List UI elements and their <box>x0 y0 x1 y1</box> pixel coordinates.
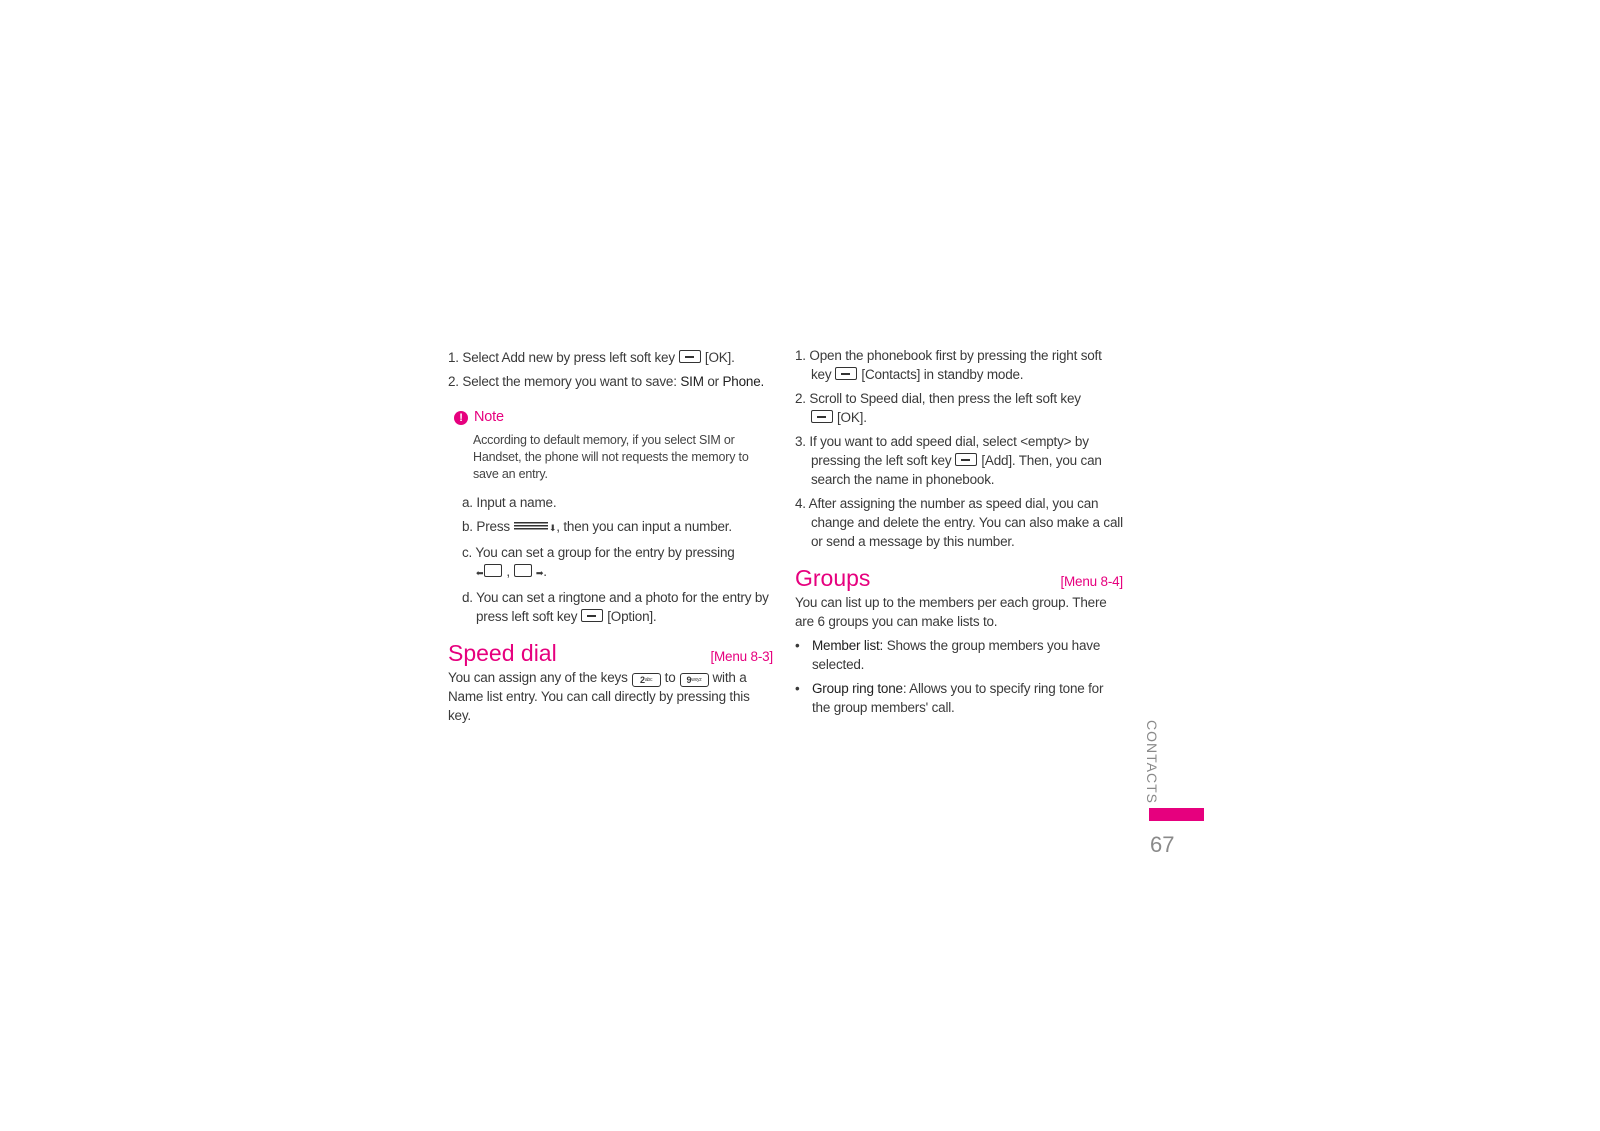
right-arrow-icon: ➡ <box>535 568 544 578</box>
step-number: 1. <box>795 348 806 363</box>
list-item <box>795 679 1123 717</box>
bullet-text: : Allows you to specify ring tone for the group members' call. <box>812 681 1104 715</box>
step-number: 3. <box>795 434 806 449</box>
menu-key-icon <box>514 522 548 531</box>
step-3 <box>795 432 1123 489</box>
step-number: 2. <box>795 391 806 406</box>
step-text-end: [Add]. Then, you can search the name in phonebook. <box>811 453 1102 487</box>
substep-c <box>462 543 773 583</box>
substep-text: You can set a group for the entry by pressing <box>475 545 735 560</box>
left-column <box>448 348 773 725</box>
substep-text: Input a name. <box>476 495 557 510</box>
section-title: Groups <box>795 565 871 591</box>
groups-bullet-list <box>795 636 1123 717</box>
step-number: 2. <box>448 374 459 389</box>
step-1 <box>448 348 773 367</box>
key-letters: wxyz <box>691 677 702 683</box>
section-tab-bar <box>1149 808 1204 821</box>
right-nav-key-icon <box>514 564 532 577</box>
speed-dial-heading <box>448 640 773 666</box>
note-body: According to default memory, if you select SIM or Handset, the phone will not requests the memory to save an entry. <box>473 433 749 481</box>
step-text: Open the phonebook first by pressing the right soft key <box>809 348 1102 382</box>
key-digit: 2 <box>640 675 645 685</box>
body-text-end: with a Name list entry. You can call directly by pressing this key. <box>448 670 750 723</box>
bullet-term: Group ring tone <box>812 681 903 696</box>
substep-text: You can set a ringtone and a photo for the entry by press left soft key <box>476 590 769 624</box>
step-text: If you want to add speed dial, select <empty> by pressing the left soft key <box>809 434 1089 468</box>
substep-separator: , <box>506 564 510 579</box>
substep-label: b. <box>462 519 473 534</box>
substep-text: Press <box>476 519 510 534</box>
right-column <box>795 346 1123 717</box>
substep-label: c. <box>462 545 473 560</box>
groups-heading <box>795 565 1123 591</box>
groups-intro: You can list up to the members per each group. There are 6 groups you can make lists to. <box>795 595 1107 629</box>
step-text-end: [Contacts] in standby mode. <box>861 367 1024 382</box>
key-letters: abc <box>644 677 653 683</box>
left-soft-key-icon <box>955 453 977 466</box>
bullet-icon: • <box>795 681 800 696</box>
bullet-term: Member list: <box>812 638 884 653</box>
left-soft-key-icon <box>811 410 833 423</box>
note-title: Note <box>474 409 504 425</box>
key-2-icon <box>632 673 661 687</box>
warning-icon: ! <box>454 411 468 425</box>
body-text: You can assign any of the keys <box>448 670 628 685</box>
bullet-icon: • <box>795 638 800 653</box>
note-heading <box>448 408 773 427</box>
left-soft-key-icon <box>679 350 701 363</box>
key-digit: 9 <box>686 675 692 685</box>
substep-text-end: , then you can input a number. <box>556 519 732 534</box>
left-nav-key-icon <box>484 564 502 577</box>
step-text: Select the memory you want to save: <box>462 374 677 389</box>
option-phone: Phone. <box>722 374 765 389</box>
body-to: to <box>664 670 676 685</box>
substep-a <box>462 493 773 512</box>
step-2 <box>795 389 1123 427</box>
step-or: or <box>707 374 719 389</box>
step-2 <box>448 372 773 391</box>
speed-dial-body <box>448 668 773 725</box>
option-sim: SIM <box>680 374 704 389</box>
substep-d <box>462 588 773 626</box>
step-number: 1. <box>448 350 459 365</box>
bullet-text: Shows the group members you have selected. <box>812 638 1101 672</box>
menu-reference: [Menu 8-3] <box>710 649 773 664</box>
page-number: 67 <box>1150 832 1175 857</box>
substep-text-end: [Option]. <box>607 609 657 624</box>
step-text: After assigning the number as speed dial, you can change and delete the entry. You can also make a call or send a message by this number. <box>808 496 1123 549</box>
left-soft-key-icon <box>581 609 603 622</box>
section-title: Speed dial <box>448 640 557 666</box>
menu-reference: [Menu 8-4] <box>1060 574 1123 589</box>
step-text-end: [OK]. <box>837 410 867 425</box>
step-text: Select Add new by press left soft key <box>462 350 675 365</box>
key-9-icon <box>680 673 709 687</box>
list-item <box>795 636 1123 674</box>
step-4 <box>795 494 1123 551</box>
substep-label: a. <box>462 495 473 510</box>
step-1 <box>795 346 1123 384</box>
section-tab-label: CONTACTS <box>1144 720 1160 804</box>
step-number: 4. <box>795 496 806 511</box>
left-arrow-icon: ⬅ <box>476 568 484 578</box>
step-text: Scroll to Speed dial, then press the left soft key <box>809 391 1081 406</box>
substep-b <box>462 517 773 538</box>
substep-end: . <box>543 564 547 579</box>
step-text-end: [OK]. <box>704 350 735 365</box>
right-soft-key-icon <box>835 367 857 380</box>
substep-label: d. <box>462 590 473 605</box>
down-arrow-icon: ⬇ <box>548 523 557 533</box>
